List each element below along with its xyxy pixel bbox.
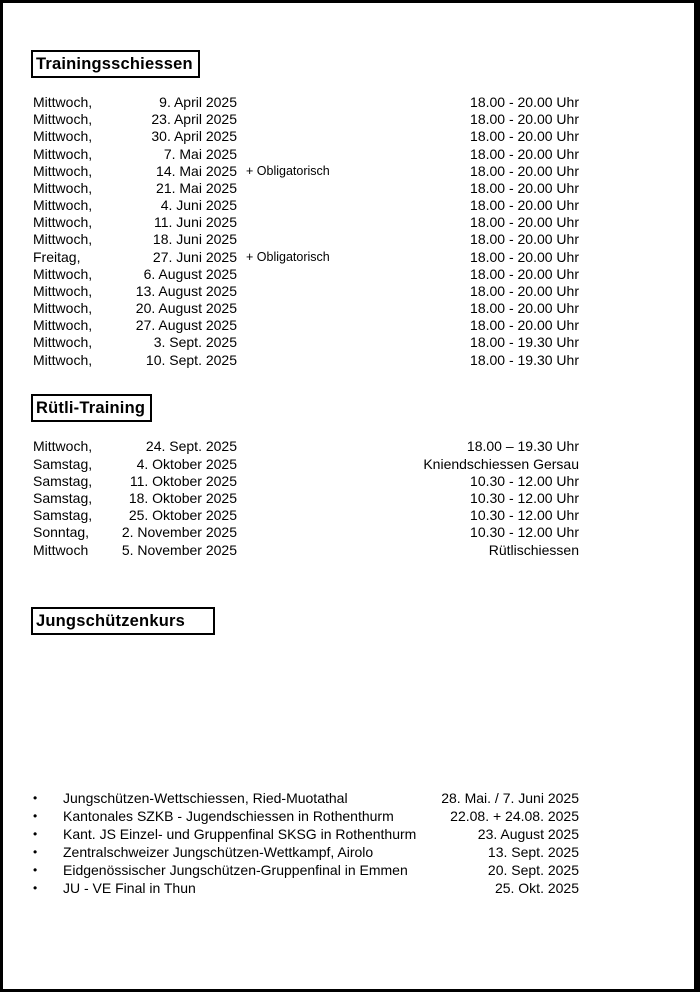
time: 18.00 – 19.30 Uhr (466, 438, 579, 454)
schedule-row (33, 180, 579, 197)
bullet-icon: • (33, 845, 38, 859)
schedule-row (33, 352, 579, 369)
date: 23. April 2025 (151, 111, 237, 127)
time: 18.00 - 20.00 Uhr (470, 94, 579, 110)
weekday: Mittwoch, (33, 300, 93, 316)
list-item (33, 843, 579, 861)
time: 18.00 - 20.00 Uhr (470, 197, 579, 213)
weekday: Samstag, (33, 490, 93, 506)
time: 10.30 - 12.00 Uhr (470, 490, 579, 506)
time: 10.30 - 12.00 Uhr (470, 524, 579, 540)
weekday: Mittwoch, (33, 283, 93, 299)
weekday: Mittwoch, (33, 128, 93, 144)
weekday: Freitag, (33, 249, 81, 265)
list-item (33, 861, 579, 879)
date: 20. August 2025 (135, 300, 237, 316)
time: 18.00 - 20.00 Uhr (470, 283, 579, 299)
section-heading-trainingsschiessen: Trainingsschiessen (31, 50, 200, 78)
weekday: Mittwoch, (33, 94, 93, 110)
weekday: Mittwoch (33, 542, 89, 558)
weekday: Mittwoch, (33, 352, 93, 368)
schedule-row (33, 214, 579, 231)
time: 18.00 - 20.00 Uhr (470, 266, 579, 282)
date: 24. Sept. 2025 (145, 438, 237, 454)
section-heading-ruetli-training: Rütli-Training (31, 394, 152, 422)
event-name: Zentralschweizer Jungschützen-Wettkampf, Airolo (63, 844, 374, 860)
schedule-row (33, 146, 579, 163)
weekday: Mittwoch, (33, 214, 93, 230)
time: 18.00 - 19.30 Uhr (470, 334, 579, 350)
weekday: Samstag, (33, 473, 93, 489)
time: 18.00 - 20.00 Uhr (470, 214, 579, 230)
weekday: Mittwoch, (33, 197, 93, 213)
schedule-row (33, 542, 579, 559)
obligatorisch-note: + Obligatorisch (246, 250, 330, 264)
schedule-row (33, 94, 579, 111)
weekday: Samstag, (33, 456, 93, 472)
bullet-icon: • (33, 881, 38, 895)
time: 18.00 - 20.00 Uhr (470, 163, 579, 179)
date: 6. August 2025 (143, 266, 237, 282)
schedule-row (33, 128, 579, 145)
schedule-row (33, 111, 579, 128)
event-date: 13. Sept. 2025 (487, 844, 579, 860)
schedule-row (33, 266, 579, 283)
schedule-row (33, 334, 579, 351)
schedule-row (33, 507, 579, 524)
date: 18. Oktober 2025 (128, 490, 237, 506)
date: 14. Mai 2025 (156, 163, 237, 179)
schedule-row (33, 473, 579, 490)
date: 2. November 2025 (121, 524, 237, 540)
event-name: Jungschützen-Wettschiessen, Ried-Muotathal (63, 790, 348, 806)
date: 10. Sept. 2025 (145, 352, 237, 368)
time: 10.30 - 12.00 Uhr (470, 507, 579, 523)
date: 27. August 2025 (135, 317, 237, 333)
event-name: Kant. JS Einzel- und Gruppenfinal SKSG in Rothenthurm (63, 826, 417, 842)
event-label: Rütlischiessen (488, 542, 579, 558)
weekday: Mittwoch, (33, 438, 93, 454)
event-label: Kniendschiessen Gersau (423, 456, 579, 472)
schedule-row (33, 524, 579, 541)
bullet-icon: • (33, 809, 38, 823)
schedule-row (33, 490, 579, 507)
schedule-row (33, 231, 579, 248)
date: 3. Sept. 2025 (153, 334, 237, 350)
weekday: Mittwoch, (33, 111, 93, 127)
list-item (33, 879, 579, 897)
obligatorisch-note: + Obligatorisch (246, 164, 330, 178)
date: 27. Juni 2025 (152, 249, 237, 265)
event-name: Eidgenössischer Jungschützen-Gruppenfinal in Emmen (63, 862, 408, 878)
event-date: 20. Sept. 2025 (487, 862, 579, 878)
weekday: Mittwoch, (33, 231, 93, 247)
bullet-icon: • (33, 827, 38, 841)
list-item (33, 789, 579, 807)
list-item (33, 825, 579, 843)
time: 18.00 - 20.00 Uhr (470, 300, 579, 316)
event-date: 28. Mai. / 7. Juni 2025 (441, 790, 579, 806)
schedule-row (33, 197, 579, 214)
weekday: Mittwoch, (33, 146, 93, 162)
date: 4. Juni 2025 (160, 197, 237, 213)
weekday: Mittwoch, (33, 180, 93, 196)
schedule-row (33, 438, 579, 455)
weekday: Mittwoch, (33, 334, 93, 350)
time: 10.30 - 12.00 Uhr (470, 473, 579, 489)
date: 25. Oktober 2025 (128, 507, 237, 523)
date: 11. Juni 2025 (153, 214, 237, 230)
weekday: Sonntag, (33, 524, 90, 540)
time: 18.00 - 20.00 Uhr (470, 128, 579, 144)
date: 4. Oktober 2025 (136, 456, 237, 472)
weekday: Mittwoch, (33, 317, 93, 333)
date: 21. Mai 2025 (156, 180, 237, 196)
schedule-row (33, 283, 579, 300)
event-date: 22.08. + 24.08. 2025 (450, 808, 579, 824)
bullet-icon: • (33, 863, 38, 877)
date: 13. August 2025 (135, 283, 237, 299)
list-item (33, 807, 579, 825)
weekday: Mittwoch, (33, 163, 93, 179)
event-name: Kantonales SZKB - Jugendschiessen in Rothenthurm (63, 808, 394, 824)
event-date: 25. Okt. 2025 (494, 880, 579, 896)
date: 9. April 2025 (159, 94, 237, 110)
schedule-row (33, 456, 579, 473)
time: 18.00 - 19.30 Uhr (470, 352, 579, 368)
weekday: Mittwoch, (33, 266, 93, 282)
schedule-row (33, 317, 579, 334)
date: 18. Juni 2025 (152, 231, 237, 247)
schedule-row (33, 163, 579, 180)
date: 30. April 2025 (151, 128, 237, 144)
schedule-row (33, 249, 579, 266)
time: 18.00 - 20.00 Uhr (470, 111, 579, 127)
document-page (3, 3, 694, 989)
section-heading-jungschuetzenkurs: Jungschützenkurs (31, 607, 215, 635)
bullet-icon: • (33, 791, 38, 805)
time: 18.00 - 20.00 Uhr (470, 146, 579, 162)
time: 18.00 - 20.00 Uhr (470, 249, 579, 265)
event-date: 23. August 2025 (477, 826, 579, 842)
date: 7. Mai 2025 (163, 146, 237, 162)
time: 18.00 - 20.00 Uhr (470, 231, 579, 247)
weekday: Samstag, (33, 507, 93, 523)
time: 18.00 - 20.00 Uhr (470, 180, 579, 196)
event-name: JU - VE Final in Thun (63, 880, 196, 896)
time: 18.00 - 20.00 Uhr (470, 317, 579, 333)
schedule-row (33, 300, 579, 317)
date: 11. Oktober 2025 (129, 473, 237, 489)
date: 5. November 2025 (121, 542, 237, 558)
